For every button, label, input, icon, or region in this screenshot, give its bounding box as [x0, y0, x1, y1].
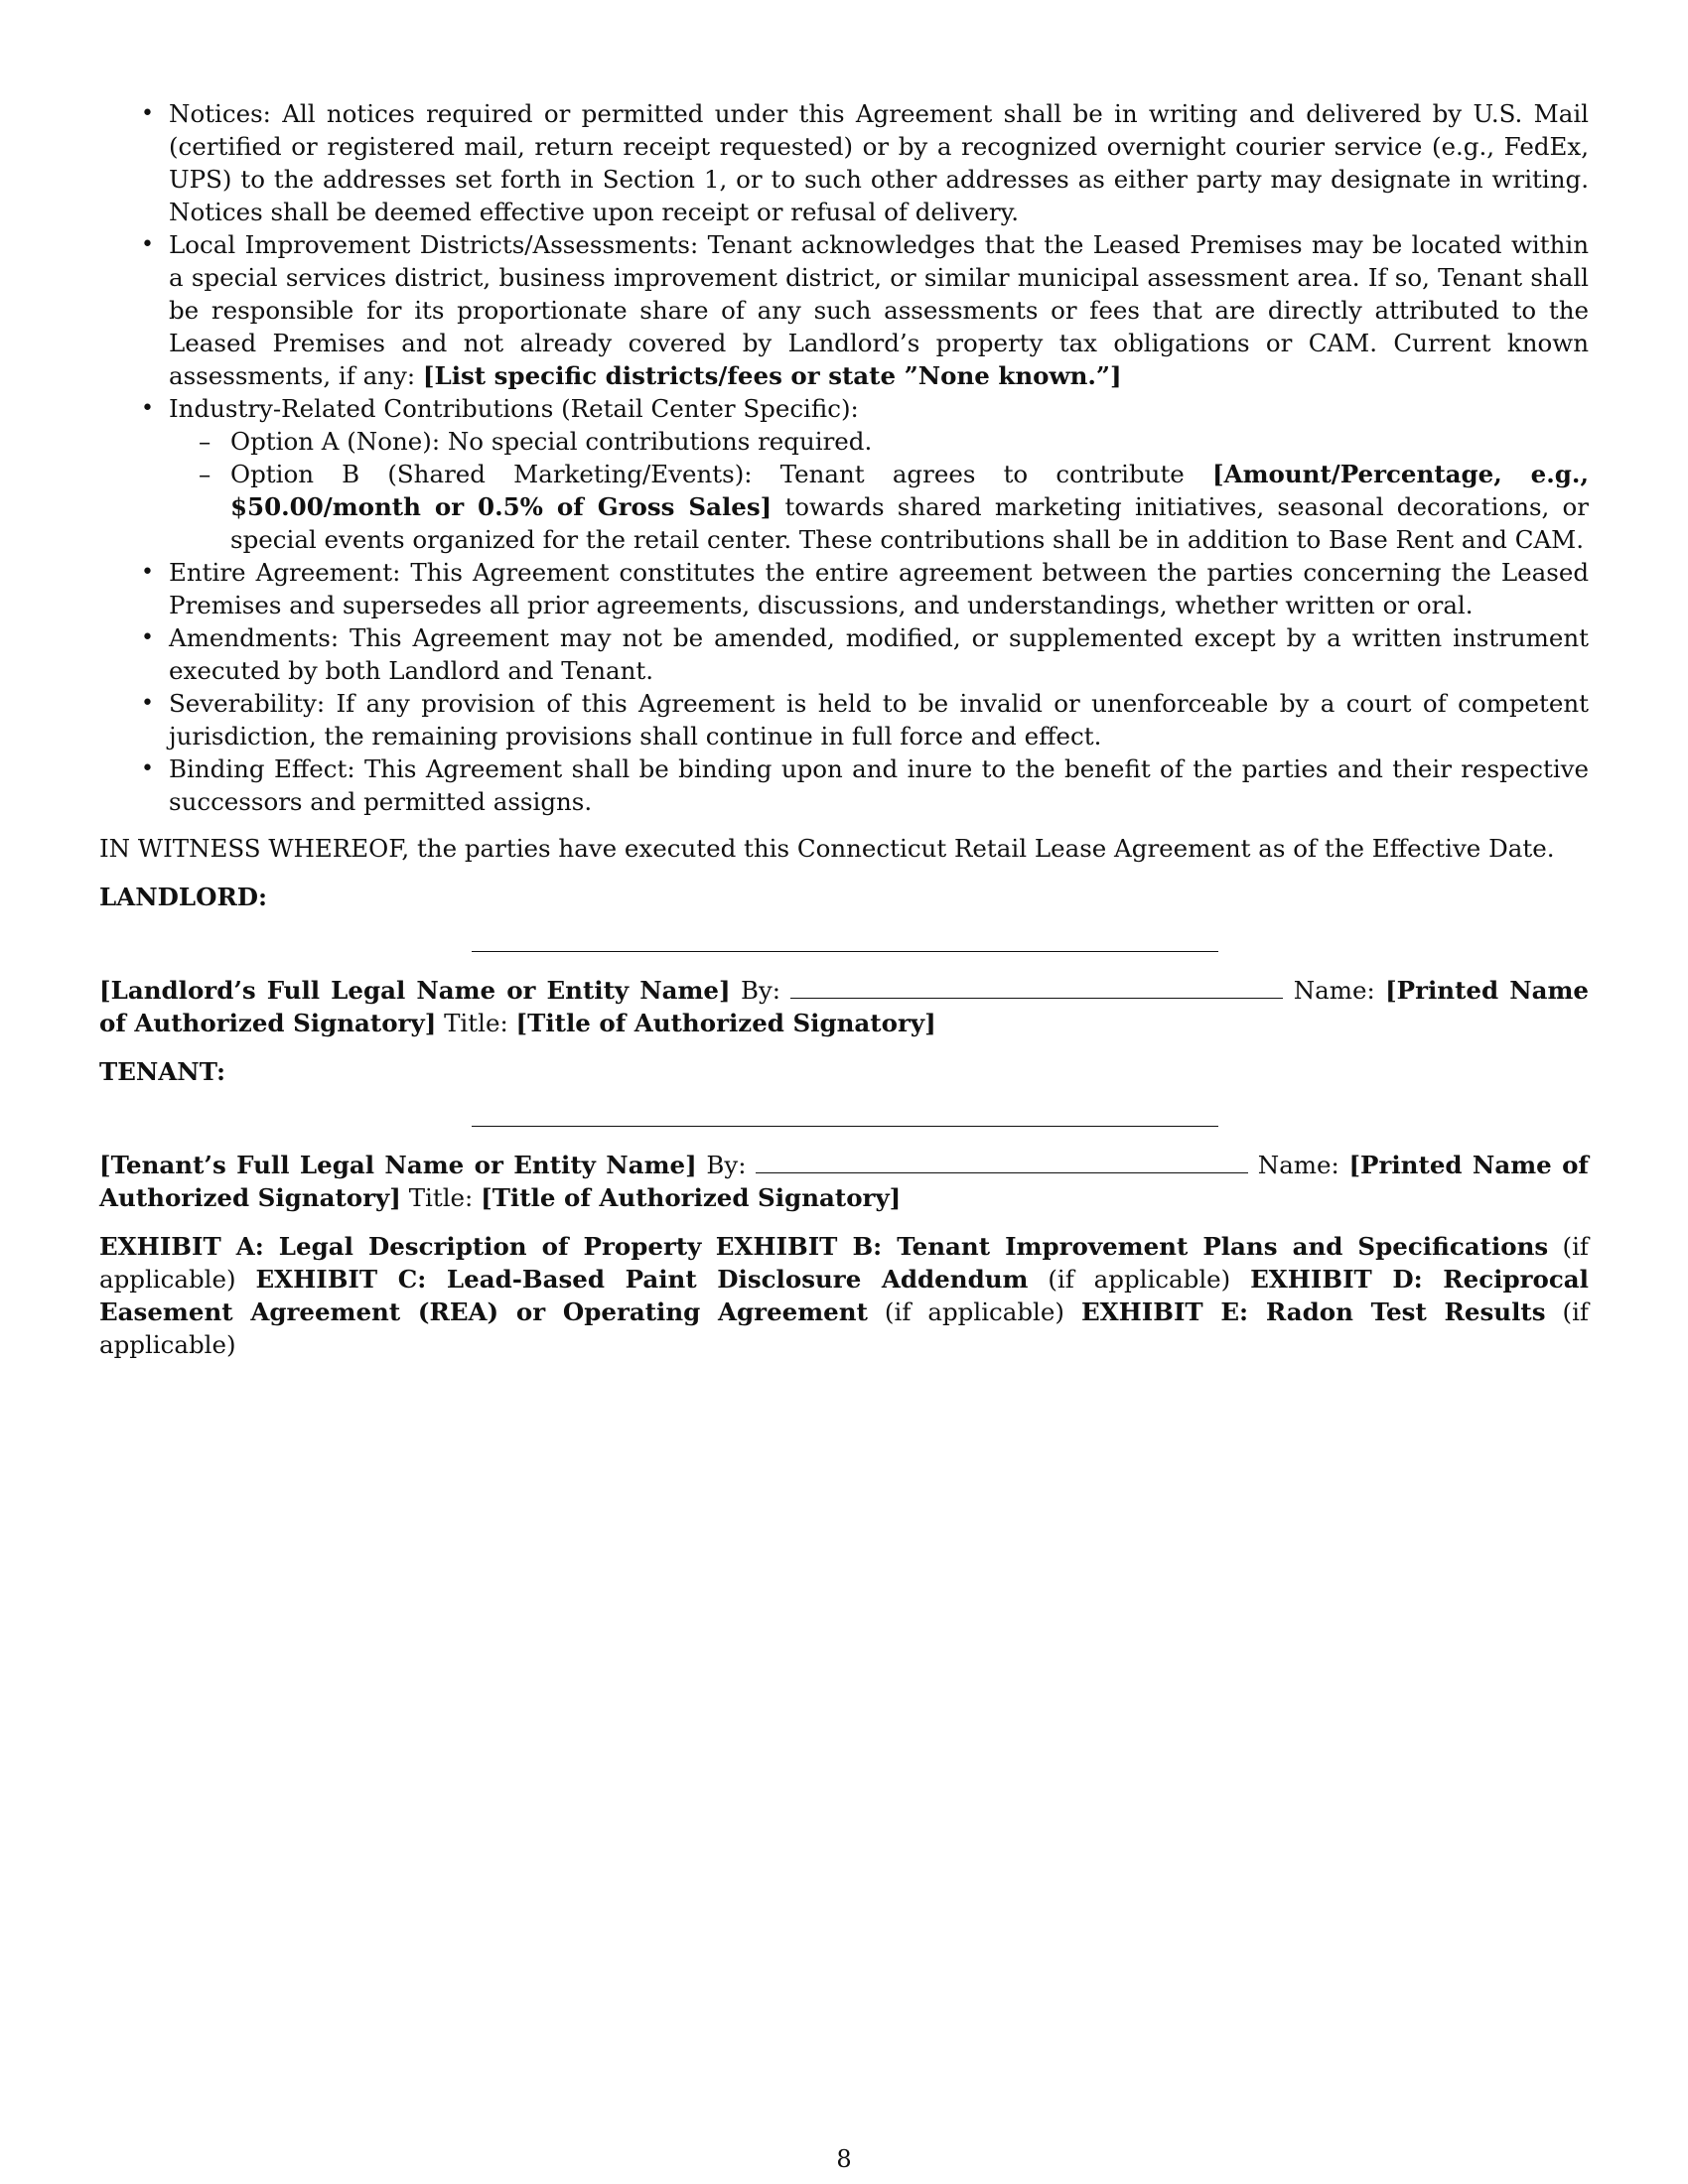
page-number: 8: [836, 2145, 852, 2173]
exhibit-e: EXHIBIT E: Radon Test Results: [1080, 1297, 1546, 1326]
clause-entire-agreement: [99, 556, 1589, 621]
clause-notices: [99, 97, 1589, 228]
tenant-signature-line[interactable]: [472, 1126, 1218, 1127]
tenant-title-label: Title:: [408, 1183, 474, 1212]
exhibit-b: EXHIBIT B: Tenant Improvement Plans and Specifications: [715, 1232, 1549, 1261]
clause-binding-effect-text: Binding Effect: This Agreement shall be binding upon and inure to the benefit of the parties and their respective successors and permitted assigns.: [169, 754, 1589, 816]
clause-amendments-text: Amendments: This Agreement may not be amended, modified, or supplemented except by a written instrument executed by both Landlord and Tenant.: [169, 623, 1589, 685]
tenant-heading: TENANT:: [99, 1057, 226, 1086]
clause-local-assessments: [99, 228, 1589, 392]
exhibit-c: EXHIBIT C: Lead-Based Paint Disclosure Addendum: [255, 1265, 1029, 1294]
clause-industry-heading: Industry-Related Contributions (Retail Center Specific):: [169, 394, 859, 423]
tenant-title-placeholder: [Title of Authorized Signatory]: [481, 1183, 902, 1212]
clause-local-assessments-text: Local Improvement Districts/Assessments: Tenant acknowledges that the Leased Premises may be located within a special services district, business improvement district, or similar municipal assessment area. If so, Tenant shall be responsible for its proportionate share of any such assessments or fees that are directly attributed to the Leased Premises and not already covered by Landlord’s property tax obligations or CAM. Current known assessments, if any:: [169, 230, 1589, 390]
clause-amendments: [99, 621, 1589, 687]
exhibit-e-note: (if applicable): [99, 1297, 1589, 1359]
clause-entire-agreement-text: Entire Agreement: This Agreement constitutes the entire agreement between the parties concerning the Leased Premises and supersedes all prior agreements, discussions, and understandings, whether written or oral.: [169, 558, 1589, 619]
landlord-signature-line[interactable]: [472, 951, 1218, 952]
landlord-by-label: By:: [740, 976, 781, 1005]
exhibits-list: [99, 1230, 1589, 1361]
contribution-amount-placeholder: [Amount/Percentage, e.g., $50.00/month or 0.5% of Gross Sales]: [230, 460, 1589, 521]
option-a-text: Option A (None): No special contributions required.: [230, 427, 873, 456]
tenant-by-blank[interactable]: [756, 1153, 1248, 1173]
landlord-signatory-placeholder: [Printed Name of Authorized Signatory]: [99, 976, 1589, 1037]
witness-statement: IN WITNESS WHEREOF, the parties have executed this Connecticut Retail Lease Agreement as of the Effective Date.: [99, 834, 1555, 863]
contribution-options: [169, 425, 1589, 556]
exhibit-d-note: (if applicable): [884, 1297, 1064, 1326]
option-b: [169, 458, 1589, 556]
tenant-name-placeholder: [Tenant’s Full Legal Name or Entity Name]: [99, 1151, 697, 1179]
clause-list: [99, 97, 1589, 818]
page-content: [99, 97, 1589, 1361]
tenant-signatory-placeholder: [Printed Name of Authorized Signatory]: [99, 1151, 1589, 1212]
landlord-title-placeholder: [Title of Authorized Signatory]: [515, 1009, 936, 1037]
clause-industry-contributions: [99, 392, 1589, 556]
exhibit-d: EXHIBIT D: Reciprocal Easement Agreement (REA) or Operating Agreement: [99, 1265, 1589, 1326]
option-b-tail: towards shared marketing initiatives, seasonal decorations, or special events organized for the retail center. These contributions shall be in addition to Base Rent and CAM.: [230, 492, 1589, 554]
option-b-lead: Option B (Shared Marketing/Events): Tenant agrees to contribute: [230, 460, 1212, 488]
landlord-name-placeholder: [Landlord’s Full Legal Name or Entity Name]: [99, 976, 731, 1005]
landlord-heading: LANDLORD:: [99, 883, 268, 911]
landlord-name-label: Name:: [1293, 976, 1375, 1005]
exhibit-a: EXHIBIT A: Legal Description of Property: [99, 1232, 702, 1261]
exhibit-c-note: (if applicable): [1048, 1265, 1231, 1294]
option-a: [169, 425, 1589, 458]
landlord-signature-block: [99, 974, 1589, 1039]
exhibit-b-note: (if applicable): [99, 1232, 1589, 1294]
clause-severability-text: Severability: If any provision of this Agreement is held to be invalid or unenforceable by a court of competent jurisdiction, the remaining provisions shall continue in full force and effect.: [169, 689, 1589, 751]
clause-notices-text: Notices: All notices required or permitted under this Agreement shall be in writing and delivered by U.S. Mail (certified or registered mail, return receipt requested) or by a recognized overnight courier service (e.g., FedEx, UPS) to the addresses set forth in Section 1, or to such other addresses as either party may designate in writing. Notices shall be deemed effective upon receipt or refusal of delivery.: [169, 99, 1589, 226]
tenant-signature-block: [99, 1149, 1589, 1214]
assessments-placeholder: [List specific districts/fees or state ”None known.”]: [422, 361, 1122, 390]
landlord-by-blank[interactable]: [790, 978, 1283, 999]
landlord-title-label: Title:: [444, 1009, 508, 1037]
tenant-by-label: By:: [706, 1151, 747, 1179]
tenant-name-label: Name:: [1257, 1151, 1339, 1179]
clause-binding-effect: [99, 752, 1589, 818]
clause-severability: [99, 687, 1589, 752]
